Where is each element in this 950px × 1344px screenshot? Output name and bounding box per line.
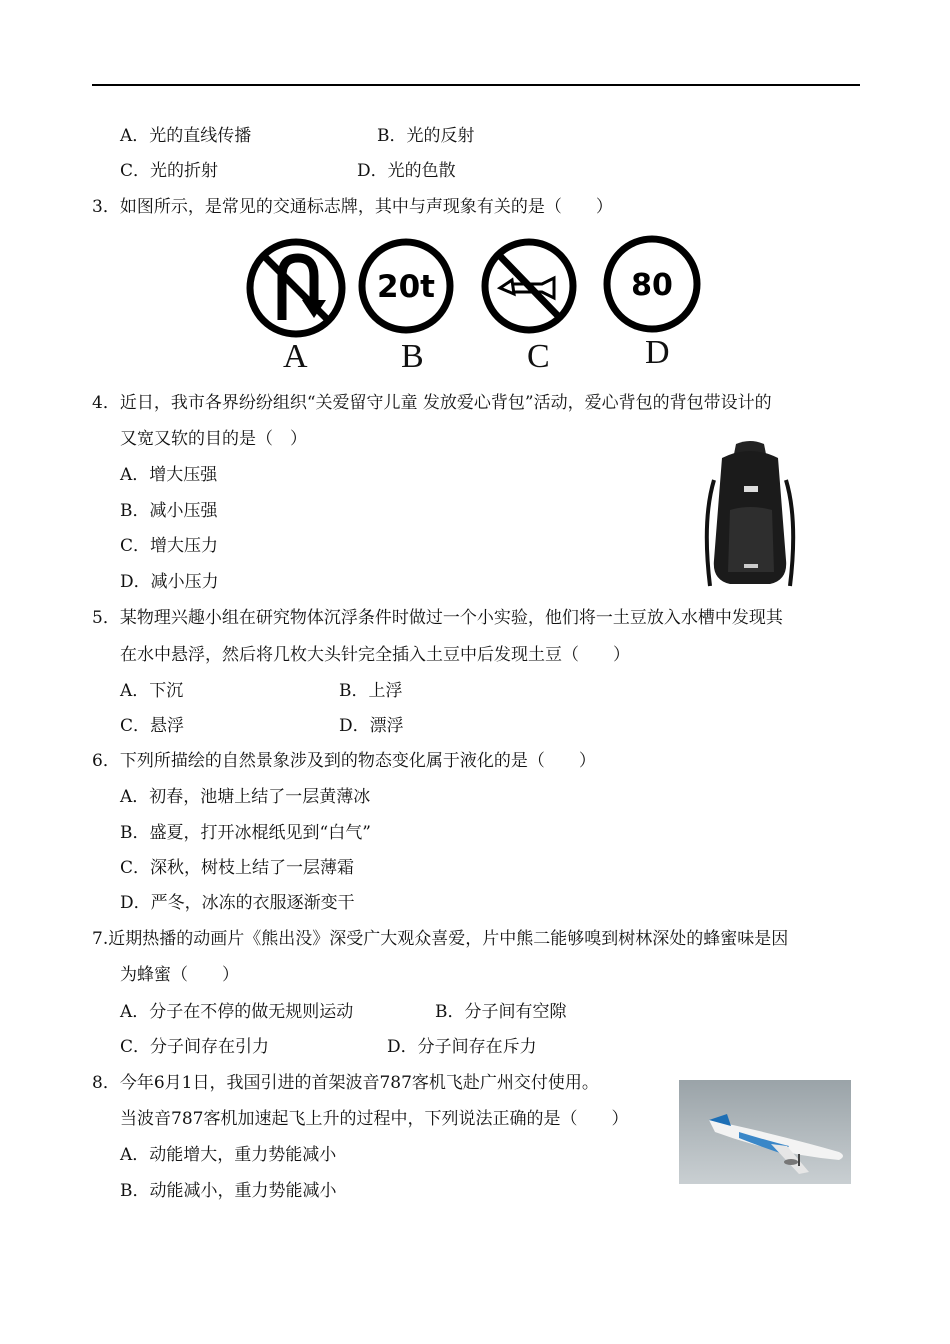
q2-option-b: B．光的反射 <box>377 126 475 146</box>
q4-stem-line1: 4．近日，我市各界纷纷组织“关爱留守儿童 发放爱心背包”活动，爱心背包的背包带设计的 <box>92 393 772 413</box>
q5-option-b: B．上浮 <box>339 681 403 701</box>
q4-option-b: B．减小压强 <box>120 501 218 521</box>
weight-limit-icon <box>362 242 450 330</box>
q4-option-a: A．增大压强 <box>120 465 218 485</box>
q3-stem: 3．如图所示，是常见的交通标志牌，其中与声现象有关的是（ ） <box>92 197 613 217</box>
no-horn-icon <box>485 242 573 330</box>
airplane-image <box>679 1080 851 1184</box>
sign-label-c: C <box>527 338 550 375</box>
q6-option-d: D．严冬，冰冻的衣服逐渐变干 <box>120 893 355 913</box>
q2-option-a: A．光的直线传播 <box>120 126 252 146</box>
traffic-signs-figure <box>242 234 712 374</box>
svg-text:20t: 20t <box>377 269 435 305</box>
speed-limit-icon <box>607 239 697 329</box>
q7-option-d: D．分子间存在斥力 <box>387 1037 537 1057</box>
svg-text:80: 80 <box>631 268 673 303</box>
q8-option-b: B．动能减小，重力势能减小 <box>120 1181 337 1201</box>
q8-option-a: A．动能增大，重力势能减小 <box>120 1145 337 1165</box>
q8-stem-line2: 当波音787客机加速起飞上升的过程中，下列说法正确的是（ ） <box>120 1109 629 1129</box>
q6-option-b: B．盛夏，打开冰棍纸见到“白气” <box>120 823 371 843</box>
q5-option-d: D．漂浮 <box>339 716 404 736</box>
q5-option-a: A．下沉 <box>120 681 184 701</box>
q2-option-d: D．光的色散 <box>357 161 456 181</box>
q8-stem-line1: 8．今年6月1日，我国引进的首架波音787客机飞赴广州交付使用。 <box>92 1073 599 1093</box>
q6-option-a: A．初春，池塘上结了一层黄薄冰 <box>120 787 371 807</box>
q2-option-c: C．光的折射 <box>120 161 219 181</box>
q7-option-a: A．分子在不停的做无规则运动 <box>120 1002 354 1022</box>
q6-option-c: C．深秋，树枝上结了一层薄霜 <box>120 858 355 878</box>
no-u-turn-icon <box>250 242 342 334</box>
backpack-image <box>700 440 800 594</box>
q7-option-c: C．分子间存在引力 <box>120 1037 270 1057</box>
header-rule <box>92 84 860 86</box>
sign-label-b: B <box>401 338 424 375</box>
q5-option-c: C．悬浮 <box>120 716 185 736</box>
q7-option-b: B．分子间有空隙 <box>435 1002 567 1022</box>
q7-stem-line1: 7.近期热播的动画片《熊出没》深受广大观众喜爱，片中熊二能够嗅到树林深处的蜂蜜味是因 <box>92 929 789 949</box>
q6-stem: 6．下列所描绘的自然景象涉及到的物态变化属于液化的是（ ） <box>92 751 596 771</box>
q5-stem-line1: 5．某物理兴趣小组在研究物体沉浮条件时做过一个小实验，他们将一土豆放入水槽中发现其 <box>92 608 783 628</box>
q5-stem-line2: 在水中悬浮，然后将几枚大头针完全插入土豆中后发现土豆（ ） <box>120 645 630 665</box>
q4-stem-line2: 又宽又软的目的是（ ） <box>120 429 307 449</box>
sign-label-d: D <box>645 334 670 371</box>
sign-label-a: A <box>283 338 308 375</box>
q4-option-d: D．减小压力 <box>120 572 219 592</box>
q7-stem-line2: 为蜂蜜（ ） <box>120 965 239 985</box>
q4-option-c: C．增大压力 <box>120 536 219 556</box>
